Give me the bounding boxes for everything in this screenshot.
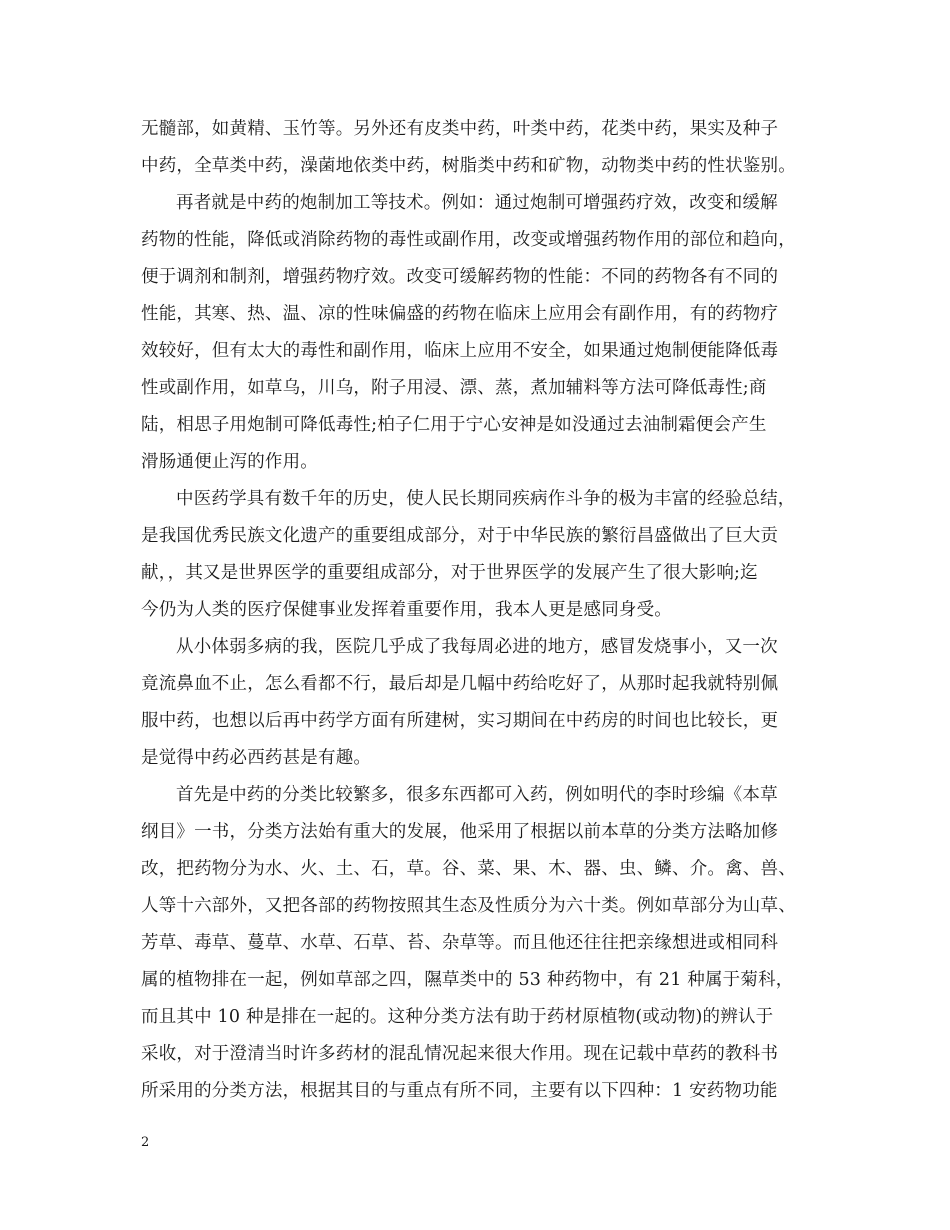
text-line: 是觉得中药必西药甚是有趣。 [141, 748, 372, 768]
text-line: 滑肠通便止泻的作用。 [141, 452, 318, 472]
text-line: 纲目》一书，分类方法始有重大的发展，他采用了根据以前本草的分类方法略加修 [141, 822, 779, 842]
text-line: 是我国优秀民族文化遗产的重要组成部分，对于中华民族的繁衍昌盛做出了巨大贡 [141, 526, 779, 546]
text-line: 采收，对于澄清当时许多药材的混乱情况起来很大作用。现在记载中草药的教科书 [141, 1044, 779, 1064]
text-line: 而且其中 10 种是排在一起的。这种分类方法有助于药材原植物(或动物)的辨认于 [141, 1007, 774, 1027]
text-line: 效较好，但有太大的毒性和副作用，临床上应用不安全，如果通过炮制便能降低毒 [141, 341, 779, 361]
text-line: 服中药，也想以后再中药学方面有所建树，实习期间在中药房的时间也比较长，更 [141, 711, 779, 731]
text-line: 人等十六部外，又把各部的药物按照其生态及性质分为六十类。例如草部分为山草、 [141, 896, 796, 916]
text-line: 献，，其又是世界医学的重要组成部分，对于世界医学的发展产生了很大影响;迄 [141, 563, 758, 583]
text-line: 所采用的分类方法，根据其目的与重点有所不同，主要有以下四种：1 安药物功能 [141, 1081, 778, 1101]
paragraph-start-line: 中医药学具有数千年的历史，使人民长期同疾病作斗争的极为丰富的经验总结， [176, 489, 796, 509]
text-line: 无髓部，如黄精、玉竹等。另外还有皮类中药，叶类中药，花类中药，果实及种子 [141, 119, 779, 139]
page-number: 2 [141, 1135, 150, 1150]
text-line: 陆，相思子用炮制可降低毒性;柏子仁用于宁心安神是如没通过去油制霜便会产生 [141, 415, 767, 435]
text-line: 中药，全草类中药，澡菌地依类中药，树脂类中药和矿物，动物类中药的性状鉴别。 [141, 156, 796, 176]
text-line: 今仍为人类的医疗保健事业发挥着重要作用，我本人更是感同身受。 [141, 600, 672, 620]
text-line: 性能，其寒、热、温、凉的性味偏盛的药物在临床上应用会有副作用，有的药物疗 [141, 304, 779, 324]
paragraph-start-line: 从小体弱多病的我，医院几乎成了我每周必进的地方，感冒发烧事小，又一次 [176, 637, 778, 657]
text-line: 芳草、毒草、蔓草、水草、石草、苔、杂草等。而且他还往往把亲缘想进或相同科 [141, 933, 779, 953]
text-line: 属的植物排在一起，例如草部之四，隰草类中的 53 种药物中，有 21 种属于菊科， [141, 970, 794, 990]
text-line: 竟流鼻血不止，怎么看都不行，最后却是几幅中药给吃好了，从那时起我就特别佩 [141, 674, 779, 694]
paragraph-start-line: 首先是中药的分类比较繁多，很多东西都可入药，例如明代的李时珍编《本草 [176, 785, 778, 805]
paragraph-start-line: 再者就是中药的炮制加工等技术。例如：通过炮制可增强药疗效，改变和缓解 [176, 193, 778, 213]
text-line: 改，把药物分为水、火、土、石，草。谷、菜、果、木、器、虫、鳞、介。禽、兽、 [141, 859, 796, 879]
text-line: 性或副作用，如草乌，川乌，附子用浸、漂、蒸，煮加辅料等方法可降低毒性;商 [141, 378, 767, 398]
text-line: 便于调剂和制剂，增强药物疗效。改变可缓解药物的性能：不同的药物各有不同的 [141, 267, 779, 287]
text-line: 药物的性能，降低或消除药物的毒性或副作用，改变或增强药物作用的部位和趋向， [141, 230, 796, 250]
